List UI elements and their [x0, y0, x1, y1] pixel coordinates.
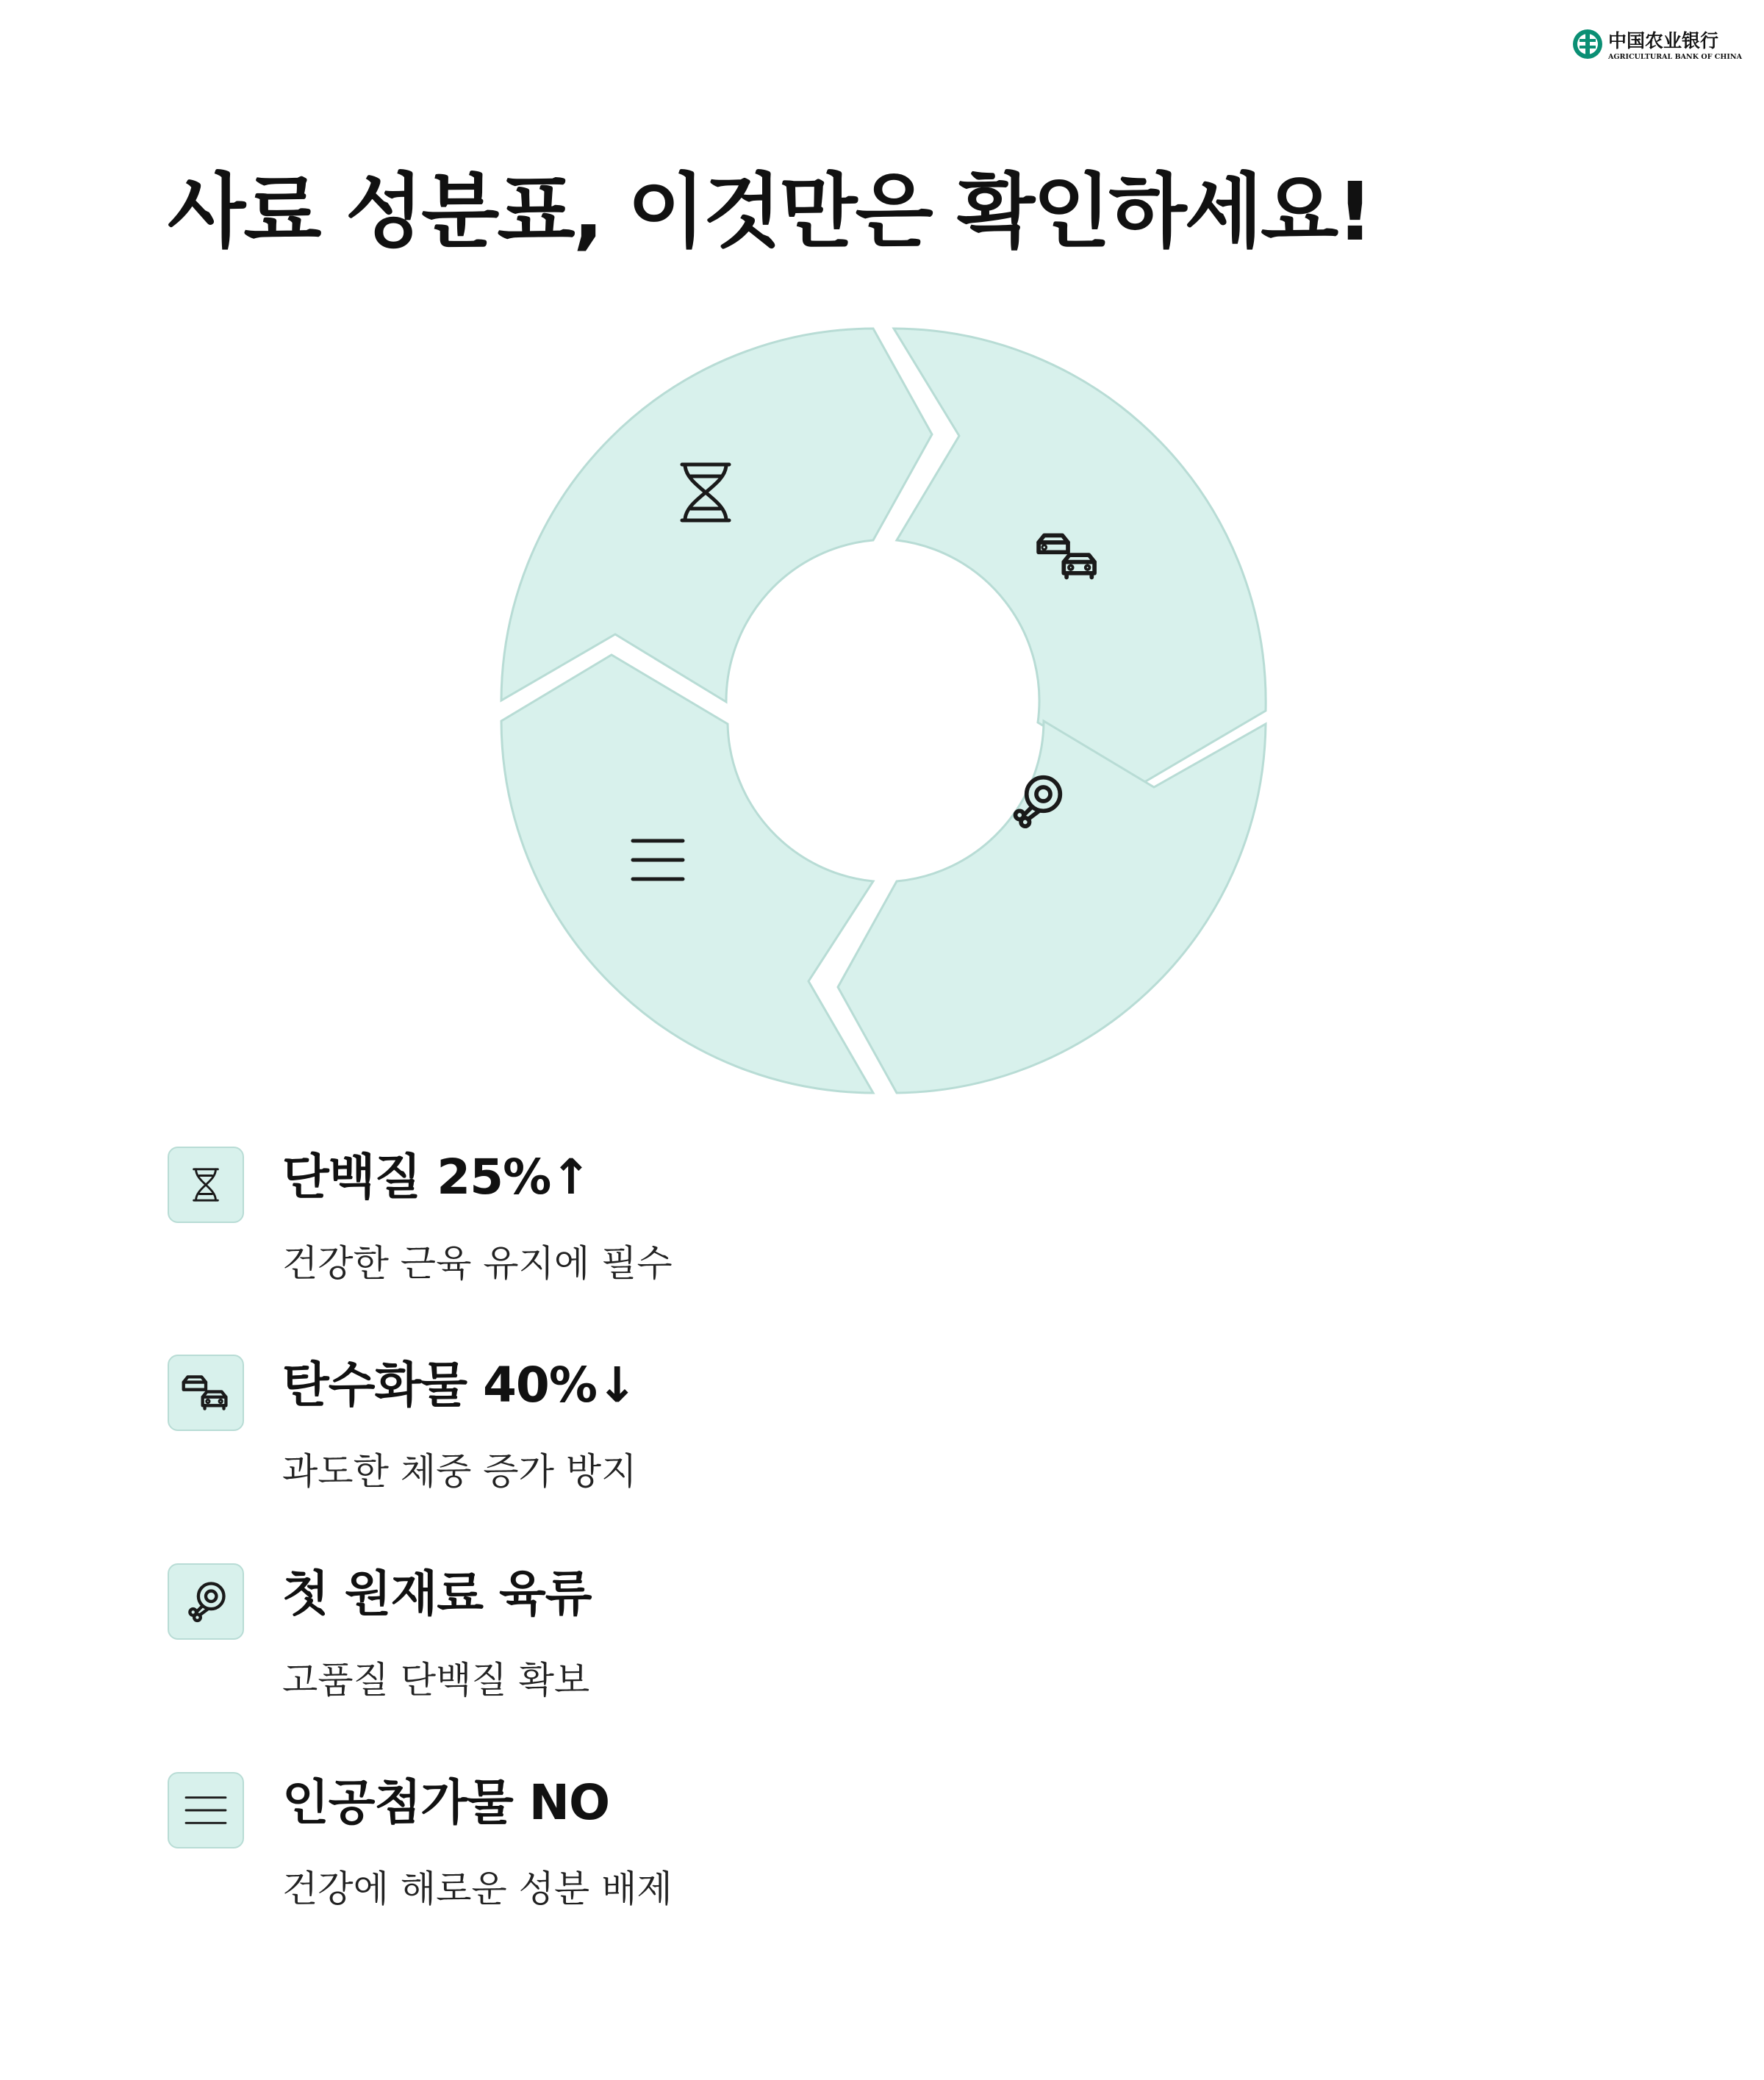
brand-name-en: AGRICULTURAL BANK OF CHINA: [1607, 53, 1743, 61]
item-description: 과도한 체중 증가 방지: [282, 1450, 637, 1493]
item-title: 탄수화물 40%↓: [282, 1357, 637, 1413]
item-icon-box: [168, 1355, 244, 1431]
bank-emblem-icon: [1573, 29, 1602, 59]
item-icon-box: [168, 1563, 244, 1640]
page-title: 사료 성분표, 이것만은 확인하세요!: [168, 165, 1372, 259]
brand-logo: [1571, 26, 1745, 62]
meat-icon: [169, 1565, 243, 1638]
item-description: 고품질 단백질 확보: [282, 1659, 590, 1701]
cycle-diagram: [500, 327, 1267, 1094]
item-description: 건강에 해로운 성분 배제: [282, 1868, 673, 1910]
item-icon-box: [168, 1147, 244, 1223]
cycle-segment-carbs: [894, 329, 1266, 784]
item-icon-box: [168, 1772, 244, 1848]
list-item-carbs: [168, 1355, 1050, 1516]
menu-lines-icon: [169, 1774, 243, 1847]
item-description: 건강한 근육 유지에 필수: [282, 1242, 673, 1285]
cycle-segment-meat: [838, 721, 1266, 1093]
list-item-additives: [168, 1772, 1050, 1934]
list-item-protein: [168, 1147, 1050, 1308]
cycle-segment-protein: [501, 329, 932, 702]
brand-name-cn: 中国农业银行: [1608, 30, 1719, 51]
list-item-meat: [168, 1563, 1050, 1725]
item-title: 인공첨가물 NO: [282, 1774, 610, 1831]
dna-icon: [169, 1148, 243, 1222]
item-title: 첫 원재료 육류: [282, 1566, 592, 1622]
item-title: 단백질 25%↑: [282, 1149, 591, 1205]
cycle-segment-additives: [501, 655, 873, 1093]
cars-icon: [169, 1356, 243, 1430]
